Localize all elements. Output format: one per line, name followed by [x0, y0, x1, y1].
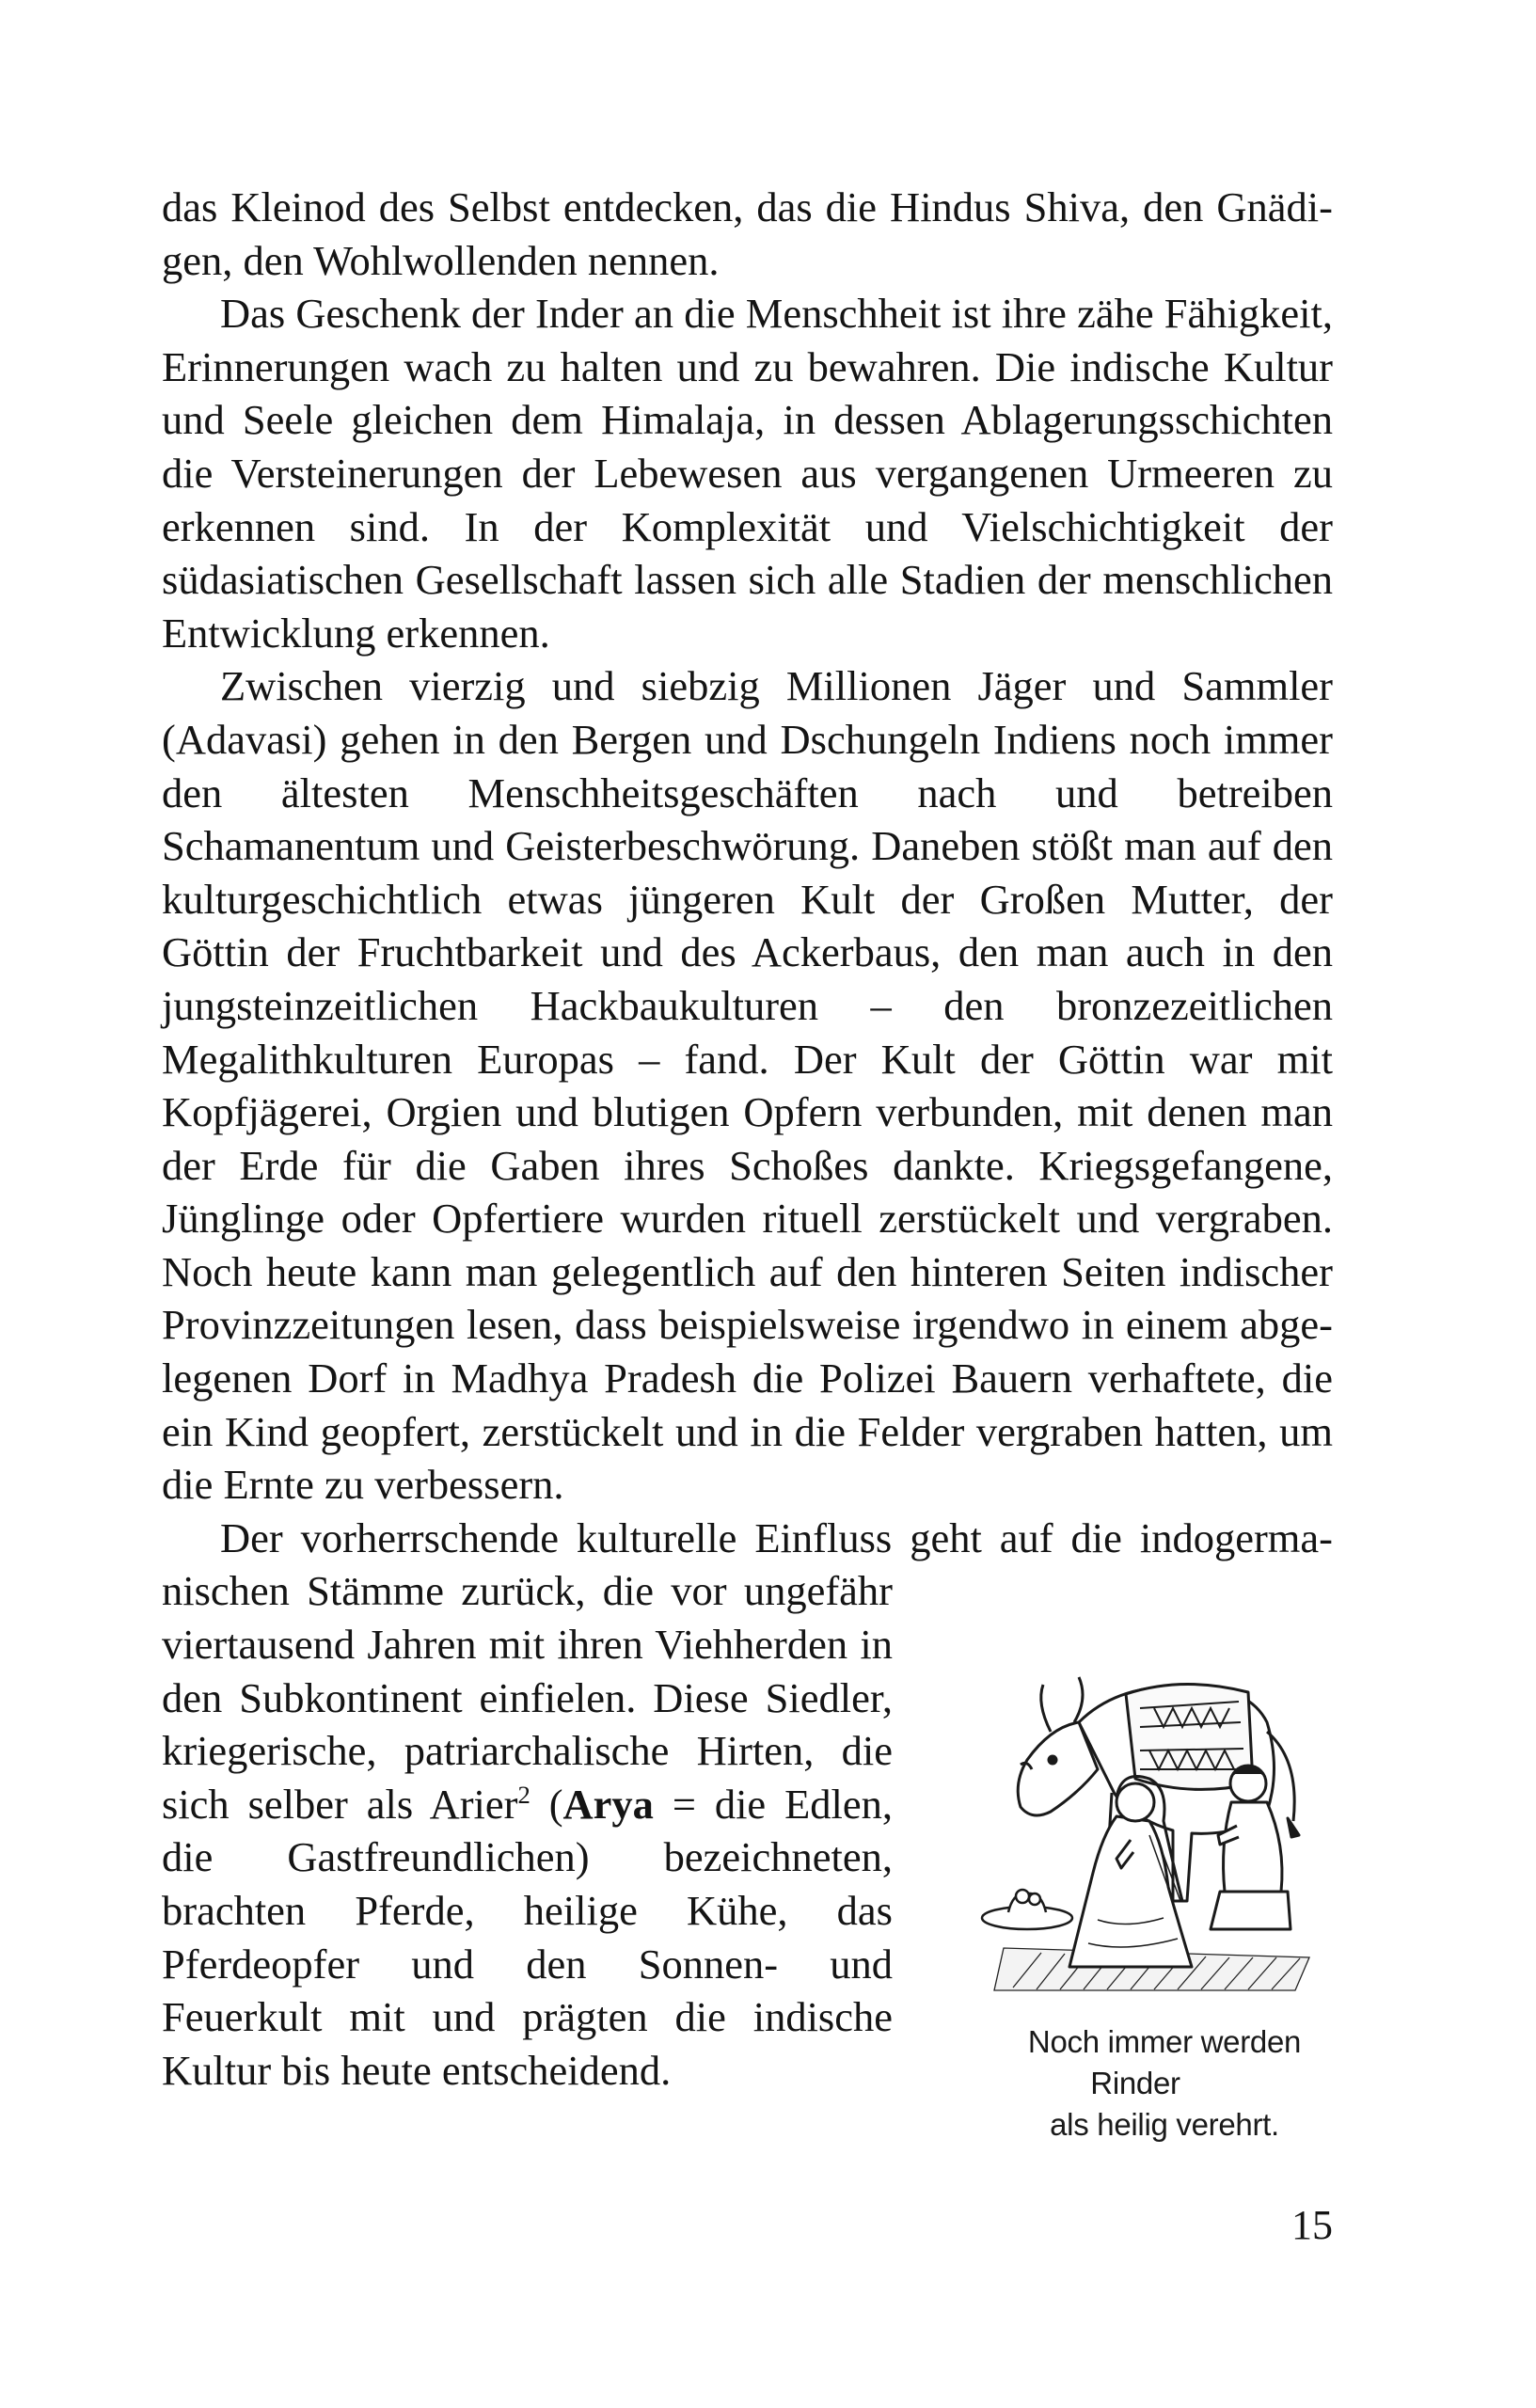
body-text: [162, 181, 1333, 2146]
paragraph-4: [162, 1512, 1333, 2143]
figure-caption: [938, 2021, 1333, 2146]
paragraph-1: das Kleinod des Selbst entdecken, das die Hindus Shiva, den Gnädigen, den Wohlwollenden nennen.: [162, 183, 1333, 284]
term-arya: Arya: [562, 1780, 654, 1828]
paragraph-4-text-a2: ungefähr viertausend Jahren mit ihren Viehherden in den Subkontinent einfielen. Diese Siedler, kriegerische, patriarchalische Hirten, die sich selber als Arier: [162, 1567, 893, 1828]
paragraph-4-text-b: (: [530, 1780, 563, 1828]
footnote-marker: 2: [517, 1780, 530, 1809]
paragraph-3: Zwischen vierzig und siebzig Millionen Jäger und Sammler (Adavasi) gehen in den Bergen und Dschungeln Indiens noch immer den ältesten Menschheitsgeschäften nach und betreiben Schamanentum und Geisterbeschwörung. Daneben stößt man auf den kulturgeschichtlich etwas jüngeren Kult der Großen Mutter, der Göttin der Fruchtbarkeit und des Ackerbaus, den man auch in den jungsteinzeitlichen Hackbaukulturen – den bronzezeitlichen Megalithkulturen Europas – fand. Der Kult der Göttin war mit Kopfjägerei, Orgien und blutigen Opfern verbunden, mit denen man der Erde für die Gaben ihres Schoßes dankte. Kriegsgefangene, Jünglinge oder Opfertiere wurden rituell zerstückelt und vergraben. Noch heute kann man gelegentlich auf den hinteren Seiten indischer Provinzzeitungen lesen, dass beispielsweise irgendwo in einem abgelegenen Dorf in Madhya Pradesh die Polizei Bauern verhaftete, die ein Kind geopfert, zerstückelt und in die Felder vergraben hatten, um die Ernte zu verbessern.: [162, 662, 1333, 1509]
book-page: [162, 181, 1333, 2297]
paragraph-2: Das Geschenk der Inder an die Menschheit ist ihre zähe Fähigkeit, Erinnerungen wach zu halten und zu bewahren. Die indische Kultur und Seele gleichen dem Himalaja, in dessen Ablagerungsschichten die Versteinerungen der Lebewesen aus vergangenen Urmeeren zu erkennen sind. In der Komplexität und Vielschichtigkeit der südasiatischen Gesellschaft lassen sich alle Stadien der menschlichen Entwicklung erkennen.: [162, 290, 1333, 657]
caption-line-2: als heilig verehrt.: [1050, 2107, 1279, 2143]
figure: [938, 1619, 1333, 2146]
page-number: 15: [1291, 2202, 1333, 2248]
caption-line-1: Noch immer werden Rinder: [1027, 2024, 1302, 2101]
sacred-cow-worship-illustration: [938, 1619, 1333, 2014]
paragraph-4-text-c: = die Edlen, die Gastfreundlichen) bezeichneten, brachten Pferde, heilige Kühe, das Pferdeopfer und den Sonnen- und Feuerkult mit und prägten die indische Kultur bis heute entscheidend.: [162, 1780, 893, 2094]
paragraph-4-text-a: Der vorherrschende kulturelle Einfluss geht auf die indogermanischen Stämme zurück, die vor: [162, 1513, 1333, 1615]
